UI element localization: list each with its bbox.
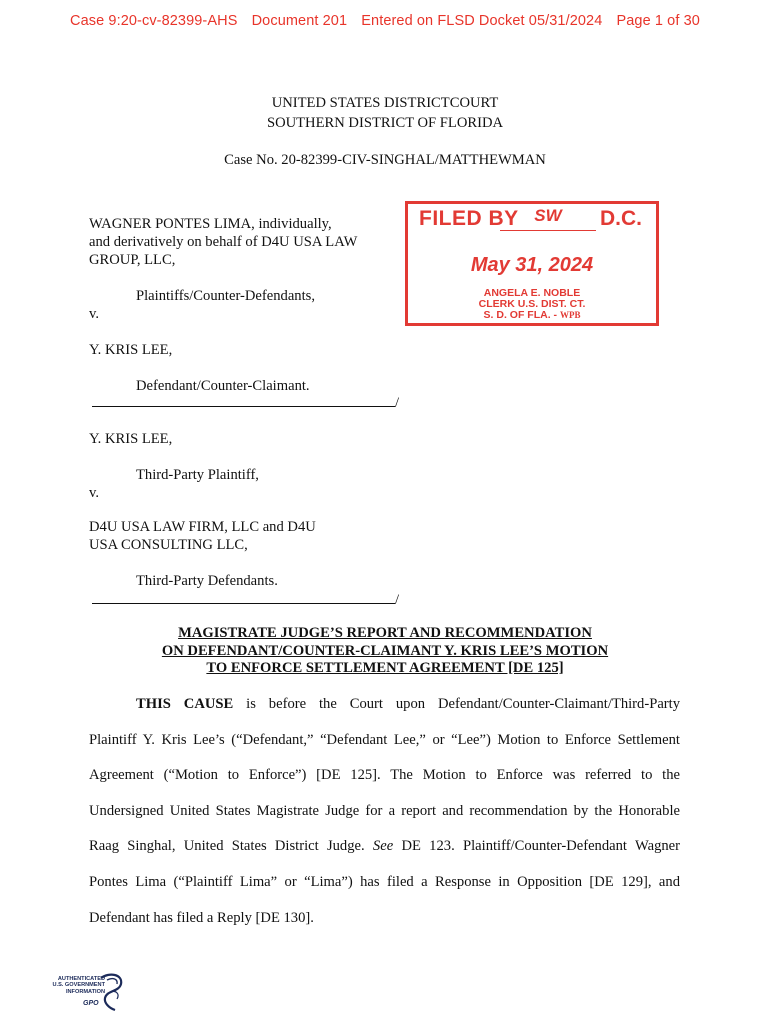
- docket-entered: Entered on FLSD Docket 05/31/2024: [361, 13, 603, 29]
- third-party-plaintiff-name: Y. KRIS LEE,: [89, 431, 173, 447]
- plaintiff-name-line3: GROUP, LLC,: [89, 252, 176, 268]
- body-line-7: Defendant has filed a Reply [DE 130].: [89, 909, 314, 926]
- caption-rule-2-end: /: [395, 592, 400, 608]
- stamp-clerk-block: [408, 288, 656, 321]
- defendant-name: Y. KRIS LEE,: [89, 342, 173, 358]
- caption-rule-1: [92, 406, 395, 407]
- caption-rule-2: [92, 603, 395, 604]
- plaintiff-name-line2: and derivatively on behalf of D4U USA LAW: [89, 234, 358, 250]
- body-paragraph: [89, 687, 680, 936]
- stamp-clerk-title: CLERK U.S. DIST. CT.: [478, 298, 586, 310]
- third-party-defendants-line2: USA CONSULTING LLC,: [89, 537, 248, 553]
- case-number: Case No. 20-82399-CIV-SINGHAL/MATTHEWMAN: [224, 152, 546, 168]
- document-title-line1: MAGISTRATE JUDGE’S REPORT AND RECOMMENDATION: [178, 625, 592, 641]
- eagle-icon: [97, 972, 127, 1012]
- stamp-initials: SW: [534, 206, 562, 225]
- defendant-role: Defendant/Counter-Claimant.: [136, 378, 310, 394]
- caption-rule-1-end: /: [395, 395, 400, 411]
- docket-header: [0, 13, 770, 29]
- third-party-plaintiff-role: Third-Party Plaintiff,: [136, 467, 259, 483]
- this-cause: THIS CAUSE: [136, 696, 234, 712]
- gpo-logo-text: AUTHENTICATED U.S. GOVERNMENT INFORMATION: [52, 976, 105, 995]
- body-line-6: Pontes Lima (“Plaintiff Lima” or “Lima”) has filed a Response in Opposition [DE 129], and: [89, 873, 680, 890]
- court-name: UNITED STATES DISTRICTCOURT: [271, 95, 499, 111]
- docket-page: Page 1 of 30: [616, 13, 700, 29]
- docket-case-number: Case 9:20-cv-82399-AHS: [70, 13, 238, 29]
- document-title-line2: ON DEFENDANT/COUNTER-CLAIMANT Y. KRIS LEE’S MOTION: [161, 643, 609, 659]
- stamp-dc: D.C.: [600, 207, 642, 230]
- body-line-3: Agreement (“Motion to Enforce”) [DE 125]. The Motion to Enforce was referred to the: [89, 767, 680, 784]
- stamp-filed-by: FILED BY: [419, 207, 519, 230]
- docket-document-number: Document 201: [251, 13, 348, 29]
- body-line-1: THIS CAUSE is before the Court upon Defendant/Counter-Claimant/Third-Party: [136, 696, 681, 712]
- versus-1: v.: [89, 306, 99, 322]
- stamp-date: May 31, 2024: [470, 254, 594, 276]
- court-district: SOUTHERN DISTRICT OF FLORIDA: [266, 115, 504, 131]
- body-line-2: Plaintiff Y. Kris Lee’s (“Defendant,” “Defendant Lee,” or “Lee”) Motion to Enforce Settlement: [89, 731, 680, 748]
- stamp-clerk-name: ANGELA E. NOBLE: [483, 287, 581, 299]
- stamp-signature-line: [500, 230, 596, 231]
- body-line-5: Raag Singhal, United States District Judge. See DE 123. Plaintiff/Counter-Defendant Wagner: [89, 838, 680, 855]
- plaintiff-name-line1: WAGNER PONTES LIMA, individually,: [89, 216, 332, 232]
- clerk-filing-stamp: [405, 201, 659, 326]
- gpo-authentication-logo: [45, 972, 135, 1016]
- third-party-defendants-line1: D4U USA LAW FIRM, LLC and D4U: [89, 519, 316, 535]
- body-line-4: Undersigned United States Magistrate Judge for a report and recommendation by the Honorable: [89, 802, 680, 819]
- plaintiff-role: Plaintiffs/Counter-Defendants,: [136, 288, 315, 304]
- document-title-line3: TO ENFORCE SETTLEMENT AGREEMENT [DE 125]: [206, 660, 564, 676]
- third-party-defendants-role: Third-Party Defendants.: [136, 573, 278, 589]
- stamp-office: WPB: [559, 310, 581, 320]
- stamp-district: S. D. OF FLA. - WPB: [483, 309, 581, 321]
- gpo-label: GPO: [83, 1000, 99, 1007]
- versus-2: v.: [89, 485, 99, 501]
